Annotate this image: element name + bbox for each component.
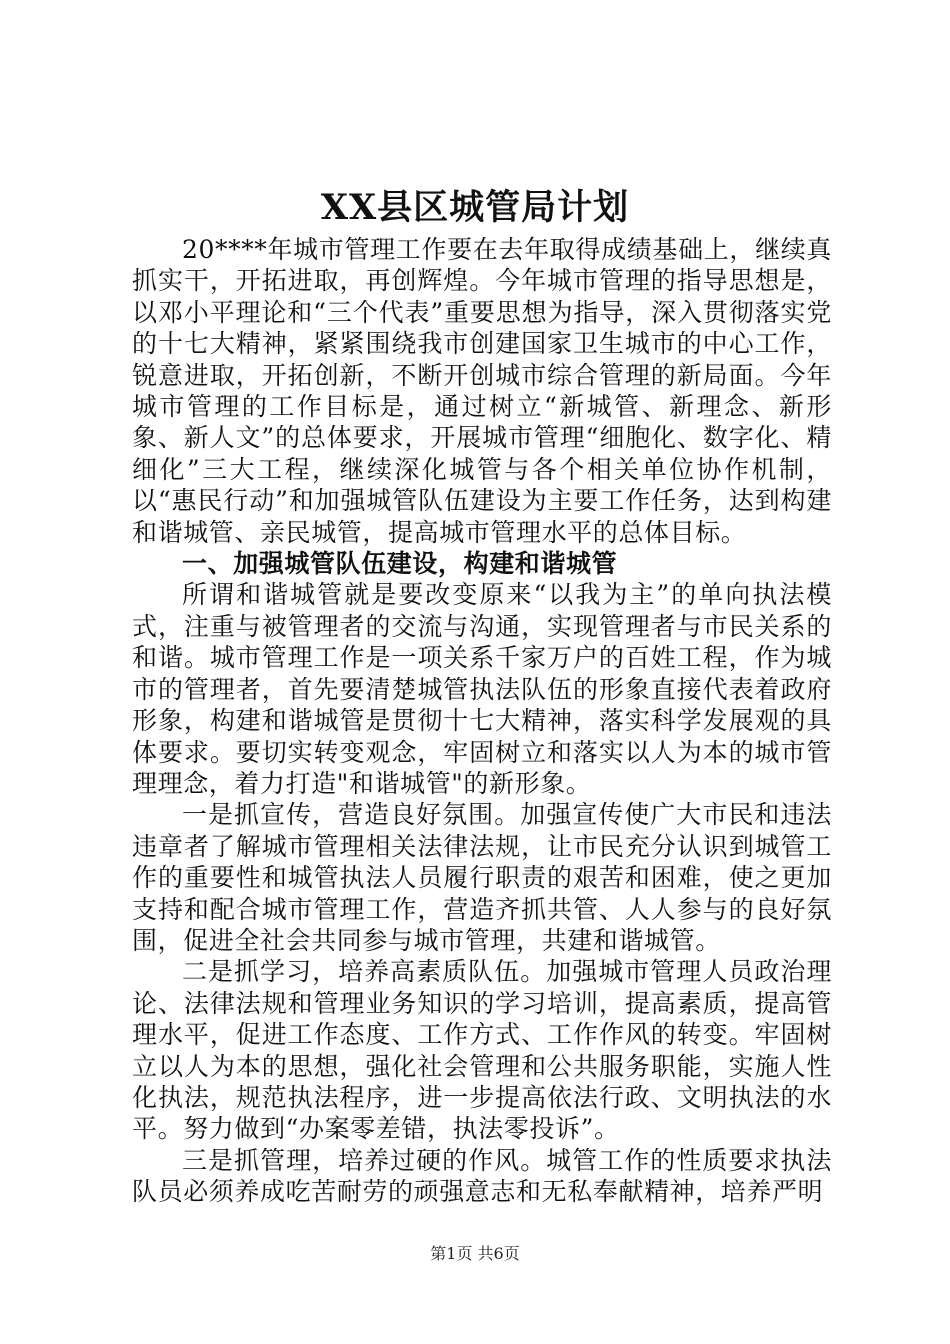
paragraph-study: 二是抓学习，培养高素质队伍。加强城市管理人员政治理论、法律法规和管理业务知识的学习培训，提高素质，提高管理水平，促进工作态度、工作方式、工作作风的转变。牢固树立以人为本的思想，强化社会管理和公共服务职能，实施人性化执法，规范执法程序，进一步提高依法行政、文明执法的水平。努力做到“办案零差错，执法零投诉”。: [132, 957, 832, 1144]
document-body: [132, 234, 832, 1208]
document-title: XX县区城管局计划: [320, 187, 630, 228]
paragraph-harmony: 所谓和谐城管就是要改变原来“以我为主”的单向执法模式，注重与被管理者的交流与沟通，实现管理者与市民关系的和谐。城市管理工作是一项关系千家万户的百姓工程，作为城市的管理者，首先要清楚城管执法队伍的形象直接代表着政府形象，构建和谐城管是贯彻十七大精神，落实科学发展观的具体要求。要切实转变观念，牢固树立和落实以人为本的城市管理理念，着力打造"和谐城管"的新形象。: [132, 580, 832, 798]
section-heading-1: 一、加强城管队伍建设，构建和谐城管: [182, 549, 618, 579]
paragraph-management: 三是抓管理，培养过硬的作风。城管工作的性质要求执法队员必须养成吃苦耐劳的顽强意志和无私奉献精神，培养严明: [132, 1145, 832, 1207]
paragraph-publicity: 一是抓宣传，营造良好氛围。加强宣传使广大市民和违法违章者了解城市管理相关法律法规，让市民充分认识到城管工作的重要性和城管执法人员履行职责的艰苦和困难，使之更加支持和配合城市管理工作，营造齐抓共管、人人参与的良好氛围，促进全社会共同参与城市管理，共建和谐城管。: [132, 800, 832, 955]
paragraph-intro: 20****年城市管理工作要在去年取得成绩基础上，继续真抓实干，开拓进取，再创辉煌。今年城市管理的指导思想是，以邓小平理论和“三个代表”重要思想为指导，深入贯彻落实党的十七大精神，紧紧围绕我市创建国家卫生城市的中心工作，锐意进取，开拓创新，不断开创城市综合管理的新局面。今年城市管理的工作目标是，通过树立“新城管、新理念、新形象、新人文”的总体要求，开展城市管理“细胞化、数字化、精细化”三大工程，继续深化城管与各个相关单位协作机制，以“惠民行动”和加强城管队伍建设为主要工作任务，达到构建和谐城管、亲民城管，提高城市管理水平的总体目标。: [132, 235, 832, 547]
page-footer: 第1页 共6页: [430, 1244, 520, 1263]
